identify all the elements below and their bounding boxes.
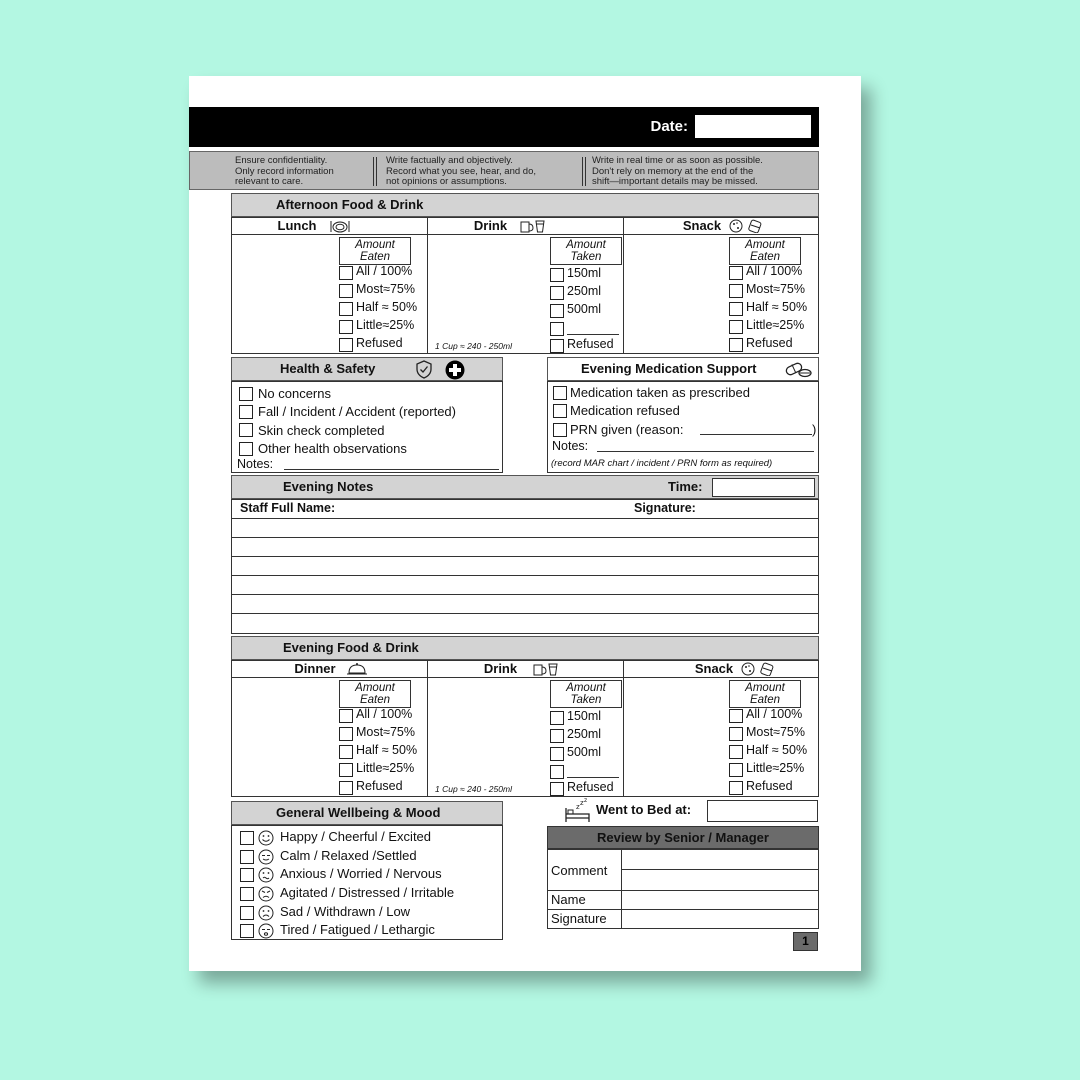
option-label: All / 100%: [746, 707, 803, 721]
option-label: Medication refused: [570, 403, 680, 418]
mood-agitated-checkbox[interactable]: [240, 887, 254, 901]
tip-divider: [373, 157, 377, 186]
wellbeing-section-header: [231, 801, 503, 825]
svg-text:z: z: [576, 803, 580, 811]
tip-divider: [582, 157, 586, 186]
lunch-all-checkbox[interactable]: [339, 266, 353, 280]
first-aid-icon: [445, 360, 465, 380]
note-line[interactable]: [232, 613, 818, 614]
option-label: All / 100%: [356, 264, 413, 278]
medication-taken-checkbox[interactable]: [553, 386, 567, 400]
staff-name-label: Staff Full Name:: [240, 501, 336, 515]
medication-title: Evening Medication Support: [581, 361, 757, 376]
tip-realtime: Write in real time or as soon as possible. Don't rely on memory at the end of the shift—important details may be missed.: [592, 155, 763, 187]
drink-500-checkbox[interactable]: [550, 747, 564, 761]
drink-refused-checkbox[interactable]: [550, 782, 564, 796]
option-label: Happy / Cheerful / Excited: [280, 829, 432, 844]
prn-given-checkbox[interactable]: [553, 423, 567, 437]
note-line[interactable]: [232, 575, 818, 576]
evening-notes-title: Evening Notes: [283, 479, 374, 494]
svg-text:z: z: [584, 798, 588, 804]
option-label: 250ml: [567, 727, 602, 741]
option-label: Fall / Incident / Accident (reported): [258, 404, 456, 419]
drink-250-checkbox[interactable]: [550, 729, 564, 743]
other-health-checkbox[interactable]: [239, 442, 253, 456]
lunch-little-checkbox[interactable]: [339, 320, 353, 334]
page-number: 1: [793, 932, 818, 951]
option-label: Other health observations: [258, 441, 407, 456]
cup-note: 1 Cup ≈ 240 - 250ml: [435, 341, 512, 351]
no-concerns-checkbox[interactable]: [239, 387, 253, 401]
date-label: Date:: [650, 118, 688, 135]
mood-anxious-checkbox[interactable]: [240, 868, 254, 882]
amount-eaten-label: Amount Eaten: [729, 237, 801, 265]
option-label: Half ≈ 50%: [746, 743, 808, 757]
option-label: 150ml: [567, 709, 602, 723]
drink-250-checkbox[interactable]: [550, 286, 564, 300]
skin-check-checkbox[interactable]: [239, 423, 253, 437]
medication-notes-line[interactable]: [597, 451, 814, 452]
snack-most-checkbox[interactable]: [729, 727, 743, 741]
dinner-refused-checkbox[interactable]: [339, 781, 353, 795]
amount-taken-label: Amount Taken: [550, 237, 622, 265]
option-label: Refused: [567, 337, 614, 351]
option-label: Agitated / Distressed / Irritable: [280, 885, 455, 900]
evening-notes-header: [231, 475, 819, 499]
medication-notes-label: Notes:: [552, 439, 589, 453]
option-label: Refused: [567, 780, 614, 794]
tip-confidentiality: Ensure confidentiality. Only record information relevant to care.: [235, 155, 334, 187]
care-record-page: [189, 76, 861, 971]
option-label: Refused: [356, 336, 403, 350]
note-line[interactable]: [232, 556, 818, 557]
option-label: 150ml: [567, 266, 602, 280]
afternoon-section-header: [231, 193, 819, 217]
mood-tired-checkbox[interactable]: [240, 924, 254, 938]
option-label: 250ml: [567, 284, 602, 298]
drink-other-line[interactable]: [567, 334, 619, 335]
review-table: [547, 849, 819, 929]
tired-face-icon: [258, 923, 274, 939]
pill-icon: [784, 361, 812, 378]
went-to-bed-label: Went to Bed at:: [596, 802, 692, 817]
snack-little-checkbox[interactable]: [729, 320, 743, 334]
sad-face-icon: [258, 905, 274, 921]
review-comment-label: Comment: [551, 863, 608, 878]
option-label: Tired / Fatigued / Lethargic: [280, 922, 435, 937]
snack-icon: [726, 219, 766, 233]
drink-150-checkbox[interactable]: [550, 711, 564, 725]
review-signature-label: Signature: [551, 911, 607, 926]
medication-section-header: [547, 357, 819, 381]
dinner-all-checkbox[interactable]: [339, 709, 353, 723]
health-section-header: [231, 357, 503, 381]
guidance-banner: [189, 151, 819, 190]
prn-reason-line[interactable]: [700, 434, 812, 435]
option-label: Refused: [746, 779, 793, 793]
snack-icon: [738, 662, 778, 676]
option-label: Anxious / Worried / Nervous: [280, 866, 442, 881]
cloche-icon: [346, 662, 368, 676]
drink-header: Drink: [473, 218, 508, 233]
evening-section-header: [231, 636, 819, 660]
bedtime-field[interactable]: [707, 800, 818, 822]
mood-calm-checkbox[interactable]: [240, 850, 254, 864]
mood-sad-checkbox[interactable]: [240, 906, 254, 920]
note-line[interactable]: [232, 537, 818, 538]
option-label: All / 100%: [746, 264, 803, 278]
drink-other-line[interactable]: [567, 777, 619, 778]
plate-icon: [330, 219, 350, 233]
evening-notes-box: [231, 499, 819, 634]
option-label: Little≈25%: [356, 318, 415, 332]
option-label: All / 100%: [356, 707, 413, 721]
option-label: Most≈75%: [356, 282, 415, 296]
afternoon-title: Afternoon Food & Drink: [276, 197, 424, 212]
dinner-half-checkbox[interactable]: [339, 745, 353, 759]
snack-all-checkbox[interactable]: [729, 266, 743, 280]
option-label: Half ≈ 50%: [356, 743, 418, 757]
option-label: Skin check completed: [258, 423, 385, 438]
amount-eaten-label: Amount Eaten: [339, 680, 411, 708]
prn-close-paren: ): [812, 422, 817, 437]
medication-refused-checkbox[interactable]: [553, 404, 567, 418]
evening-title: Evening Food & Drink: [283, 640, 419, 655]
lunch-half-checkbox[interactable]: [339, 302, 353, 316]
dinner-little-checkbox[interactable]: [339, 763, 353, 777]
health-box: [231, 381, 503, 473]
snack-header: Snack: [694, 661, 734, 676]
medication-footnote: (record MAR chart / incident / PRN form as required): [551, 458, 773, 469]
snack-little-checkbox[interactable]: [729, 763, 743, 777]
snack-refused-checkbox[interactable]: [729, 338, 743, 352]
snack-header: Snack: [682, 218, 722, 233]
snack-all-checkbox[interactable]: [729, 709, 743, 723]
option-label: Refused: [746, 336, 793, 350]
review-name-field[interactable]: [622, 891, 818, 909]
signature-label: Signature:: [634, 501, 696, 515]
calm-face-icon: [258, 849, 274, 865]
review-name-label: Name: [551, 892, 586, 907]
drink-refused-checkbox[interactable]: [550, 339, 564, 353]
wellbeing-title: General Wellbeing & Mood: [276, 805, 441, 820]
time-field[interactable]: [712, 478, 815, 497]
cup-icon: [519, 219, 545, 233]
option-label: Sad / Withdrawn / Low: [280, 904, 411, 919]
drink-other-checkbox[interactable]: [550, 765, 564, 779]
cup-icon: [532, 662, 558, 676]
header-bar: [189, 107, 819, 147]
snack-half-checkbox[interactable]: [729, 745, 743, 759]
drink-150-checkbox[interactable]: [550, 268, 564, 282]
anxious-face-icon: [258, 867, 274, 883]
review-comment-field[interactable]: [622, 850, 818, 890]
svg-text:z: z: [580, 799, 584, 807]
wellbeing-box: [231, 825, 503, 940]
option-label: Most≈75%: [746, 725, 805, 739]
option-label: Calm / Relaxed /Settled: [280, 848, 417, 863]
lunch-header: Lunch: [277, 218, 317, 233]
drink-other-checkbox[interactable]: [550, 322, 564, 336]
snack-most-checkbox[interactable]: [729, 284, 743, 298]
cup-note: 1 Cup ≈ 240 - 250ml: [435, 784, 512, 794]
time-label: Time:: [668, 479, 703, 494]
date-field[interactable]: [695, 115, 811, 138]
evening-table: [231, 660, 819, 797]
option-label: Most≈75%: [356, 725, 415, 739]
amount-taken-label: Amount Taken: [550, 680, 622, 708]
option-label: No concerns: [258, 386, 331, 401]
amount-eaten-label: Amount Eaten: [729, 680, 801, 708]
option-label: Most≈75%: [746, 282, 805, 296]
agitated-face-icon: [258, 886, 274, 902]
option-label: Little≈25%: [356, 761, 415, 775]
dinner-most-checkbox[interactable]: [339, 727, 353, 741]
note-line[interactable]: [232, 594, 818, 595]
option-label: Little≈25%: [746, 761, 805, 775]
lunch-most-checkbox[interactable]: [339, 284, 353, 298]
mood-happy-checkbox[interactable]: [240, 831, 254, 845]
afternoon-table: [231, 217, 819, 354]
option-label: 500ml: [567, 745, 602, 759]
option-label: Little≈25%: [746, 318, 805, 332]
shield-icon: [415, 360, 433, 379]
health-notes-label: Notes:: [237, 457, 274, 471]
drink-header: Drink: [483, 661, 518, 676]
health-title: Health & Safety: [280, 361, 376, 376]
snack-half-checkbox[interactable]: [729, 302, 743, 316]
option-label: Medication taken as prescribed: [570, 385, 750, 400]
tip-factual: Write factually and objectively. Record what you see, hear, and do, not opinions or assumptions.: [386, 155, 536, 187]
option-label: Refused: [356, 779, 403, 793]
review-signature-field[interactable]: [622, 910, 818, 928]
option-label: Half ≈ 50%: [746, 300, 808, 314]
dinner-header: Dinner: [294, 661, 336, 676]
lunch-refused-checkbox[interactable]: [339, 338, 353, 352]
review-section-header: Review by Senior / Manager: [547, 826, 819, 849]
option-label: 500ml: [567, 302, 602, 316]
option-label: PRN given (reason:: [570, 422, 684, 437]
option-label: Half ≈ 50%: [356, 300, 418, 314]
medication-box: [547, 381, 819, 473]
drink-500-checkbox[interactable]: [550, 304, 564, 318]
happy-face-icon: [258, 830, 274, 846]
amount-eaten-label: Amount Eaten: [339, 237, 411, 265]
fall-incident-checkbox[interactable]: [239, 405, 253, 419]
snack-refused-checkbox[interactable]: [729, 781, 743, 795]
bed-sleep-icon: [564, 798, 592, 824]
health-notes-line[interactable]: [284, 469, 499, 470]
